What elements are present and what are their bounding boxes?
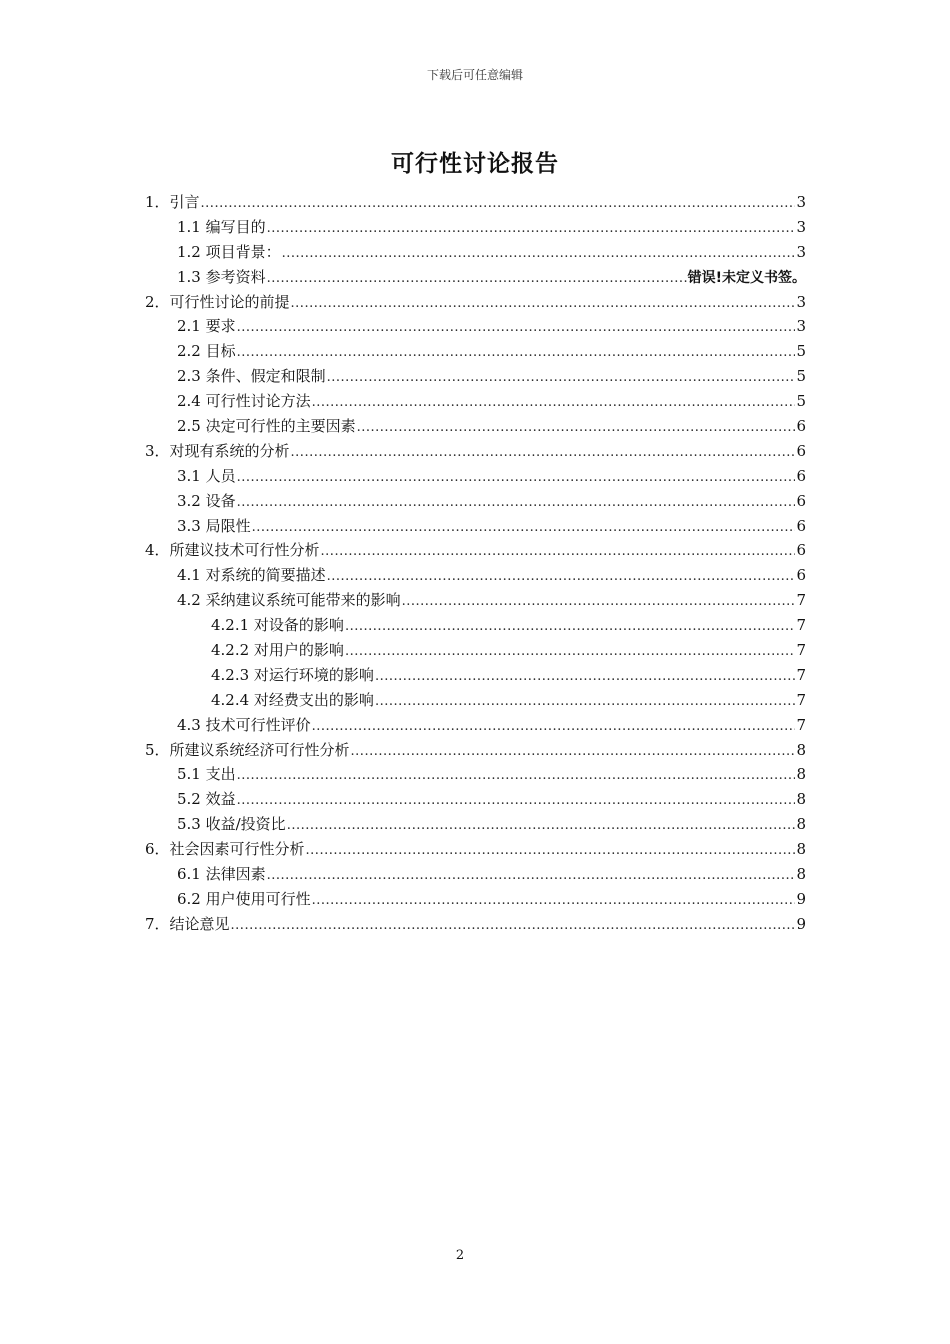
toc-dot-leader — [237, 491, 796, 516]
toc-entry-page: 7 — [796, 591, 806, 610]
toc-entry[interactable] — [145, 439, 806, 464]
toc-entry-label: 4.2.1 对设备的影响 — [211, 616, 344, 635]
toc-entry[interactable] — [145, 713, 806, 738]
toc-entry-page: 9 — [796, 889, 806, 908]
toc-entry-label: 6．社会因素可行性分析 — [145, 840, 305, 859]
toc-entry[interactable] — [145, 812, 806, 837]
document-title: 可行性讨论报告 — [391, 151, 559, 177]
toc-entry-label: 5.1 支出 — [177, 765, 236, 784]
toc-entry-label: 4.3 技术可行性评价 — [177, 715, 311, 734]
toc-dot-leader — [267, 864, 796, 889]
toc-dot-leader — [252, 516, 796, 541]
toc-dot-leader — [357, 416, 796, 441]
toc-entry[interactable] — [145, 364, 806, 389]
toc-dot-leader — [267, 217, 796, 242]
toc-entry-page: 6 — [796, 491, 806, 510]
toc-entry-label: 2.3 条件、假定和限制 — [177, 367, 326, 386]
toc-entry[interactable] — [145, 887, 806, 912]
toc-error-message: 错误!未定义书签。 — [687, 269, 806, 286]
toc-entry-page: 7 — [796, 715, 806, 734]
toc-dot-leader — [306, 839, 796, 864]
toc-dot-leader — [402, 590, 796, 615]
toc-entry-label: 3.2 设备 — [177, 491, 236, 510]
toc-entry-page: 3 — [796, 242, 806, 261]
toc-dot-leader — [291, 292, 796, 317]
toc-entry-page: 8 — [796, 765, 806, 784]
toc-entry[interactable] — [145, 190, 806, 215]
toc-dot-leader — [327, 565, 796, 590]
toc-entry[interactable] — [145, 314, 806, 339]
page-number: 2 — [455, 1248, 465, 1263]
toc-entry-page: 3 — [796, 317, 806, 336]
toc-entry[interactable] — [145, 613, 806, 638]
toc-entry[interactable] — [145, 862, 806, 887]
toc-entry[interactable] — [145, 215, 806, 240]
toc-entry-label: 2．可行性讨论的前提 — [145, 292, 290, 311]
toc-dot-leader — [287, 814, 796, 839]
toc-entry[interactable] — [145, 290, 806, 315]
toc-entry[interactable] — [145, 663, 806, 688]
table-of-contents — [145, 190, 806, 937]
toc-entry[interactable] — [145, 588, 806, 613]
toc-entry-page: 6 — [796, 566, 806, 585]
header-note: 下载后可任意编辑 — [426, 68, 523, 82]
toc-entry-page: 5 — [796, 367, 806, 386]
toc-entry-label: 3.1 人员 — [177, 466, 236, 485]
toc-entry-page: 7 — [796, 665, 806, 684]
toc-entry-page: 6 — [796, 441, 806, 460]
toc-entry-label: 2.4 可行性讨论方法 — [177, 392, 311, 411]
toc-entry[interactable] — [145, 738, 806, 763]
toc-entry[interactable] — [145, 837, 806, 862]
toc-entry[interactable] — [145, 563, 806, 588]
toc-entry[interactable] — [145, 638, 806, 663]
toc-entry-label: 1.1 编写目的 — [177, 217, 266, 236]
toc-entry-label: 2.2 目标 — [177, 342, 236, 361]
toc-entry-page: 8 — [796, 815, 806, 834]
toc-entry[interactable] — [145, 389, 806, 414]
toc-entry-page: 6 — [796, 466, 806, 485]
toc-entry-label: 1．引言 — [145, 193, 200, 211]
toc-entry[interactable] — [145, 265, 806, 290]
toc-dot-leader — [312, 391, 796, 416]
toc-entry-page: 5 — [796, 392, 806, 411]
toc-dot-leader — [312, 715, 796, 740]
toc-entry[interactable] — [145, 489, 806, 514]
toc-entry-label: 3.3 局限性 — [177, 516, 251, 535]
toc-dot-leader — [375, 690, 796, 715]
toc-dot-leader — [345, 615, 796, 640]
toc-entry-label: 1.3 参考资料 — [177, 267, 266, 286]
toc-dot-leader — [237, 466, 796, 491]
toc-dot-leader — [375, 665, 796, 690]
toc-entry[interactable] — [145, 339, 806, 364]
toc-dot-leader — [312, 889, 796, 914]
toc-entry-page: 6 — [796, 417, 806, 436]
toc-entry-label: 6.2 用户使用可行性 — [177, 889, 311, 908]
toc-entry-label: 4．所建议技术可行性分析 — [145, 541, 320, 560]
toc-dot-leader — [237, 764, 796, 789]
toc-entry-label: 4.2.3 对运行环境的影响 — [211, 665, 374, 684]
toc-dot-leader — [345, 640, 796, 665]
toc-entry-page: 8 — [796, 740, 806, 759]
toc-dot-leader — [291, 441, 796, 466]
toc-entry-label: 7．结论意见 — [145, 914, 230, 933]
toc-entry-label: 1.2 项目背景： — [177, 242, 281, 261]
toc-entry-page: 5 — [796, 342, 806, 361]
toc-entry-page: 9 — [796, 914, 806, 933]
toc-entry-label: 3．对现有系统的分析 — [145, 441, 290, 460]
toc-entry-label: 4.1 对系统的简要描述 — [177, 566, 326, 585]
toc-entry-label: 5．所建议系统经济可行性分析 — [145, 740, 350, 759]
toc-entry-page: 8 — [796, 865, 806, 884]
toc-entry[interactable] — [145, 464, 806, 489]
toc-entry-page: 6 — [796, 541, 806, 560]
toc-dot-leader — [321, 540, 796, 565]
toc-dot-leader — [237, 341, 796, 366]
toc-entry-label: 6.1 法律因素 — [177, 865, 266, 884]
toc-entry-page: 3 — [796, 292, 806, 311]
toc-dot-leader — [267, 267, 687, 292]
toc-entry-label: 4.2.2 对用户的影响 — [211, 641, 344, 660]
toc-entry-page: 8 — [796, 790, 806, 809]
toc-entry-label: 4.2 采纳建议系统可能带来的影响 — [177, 591, 401, 610]
toc-entry-page: 8 — [796, 840, 806, 859]
toc-entry-page: 3 — [796, 193, 806, 211]
toc-entry[interactable] — [145, 762, 806, 787]
toc-entry-label: 4.2.4 对经费支出的影响 — [211, 690, 374, 709]
toc-entry-page: 7 — [796, 690, 806, 709]
toc-dot-leader — [231, 914, 796, 939]
toc-dot-leader — [237, 789, 796, 814]
toc-entry-page: 7 — [796, 616, 806, 635]
toc-entry-label: 5.3 收益/投资比 — [177, 815, 286, 834]
toc-entry-label: 2.5 决定可行性的主要因素 — [177, 417, 356, 436]
toc-entry[interactable] — [145, 240, 806, 265]
toc-entry[interactable] — [145, 688, 806, 713]
toc-dot-leader — [201, 192, 796, 217]
toc-entry-label: 2.1 要求 — [177, 317, 236, 336]
toc-entry-label: 5.2 效益 — [177, 790, 236, 809]
toc-dot-leader — [351, 740, 796, 765]
toc-entry-page: 6 — [796, 516, 806, 535]
toc-entry[interactable] — [145, 912, 806, 937]
toc-entry[interactable] — [145, 514, 806, 539]
toc-entry[interactable] — [145, 787, 806, 812]
toc-dot-leader — [237, 316, 796, 341]
toc-entry-page: 3 — [796, 217, 806, 236]
toc-entry[interactable] — [145, 538, 806, 563]
toc-entry-page: 7 — [796, 641, 806, 660]
toc-dot-leader — [327, 366, 796, 391]
toc-dot-leader — [282, 242, 796, 267]
toc-entry[interactable] — [145, 414, 806, 439]
